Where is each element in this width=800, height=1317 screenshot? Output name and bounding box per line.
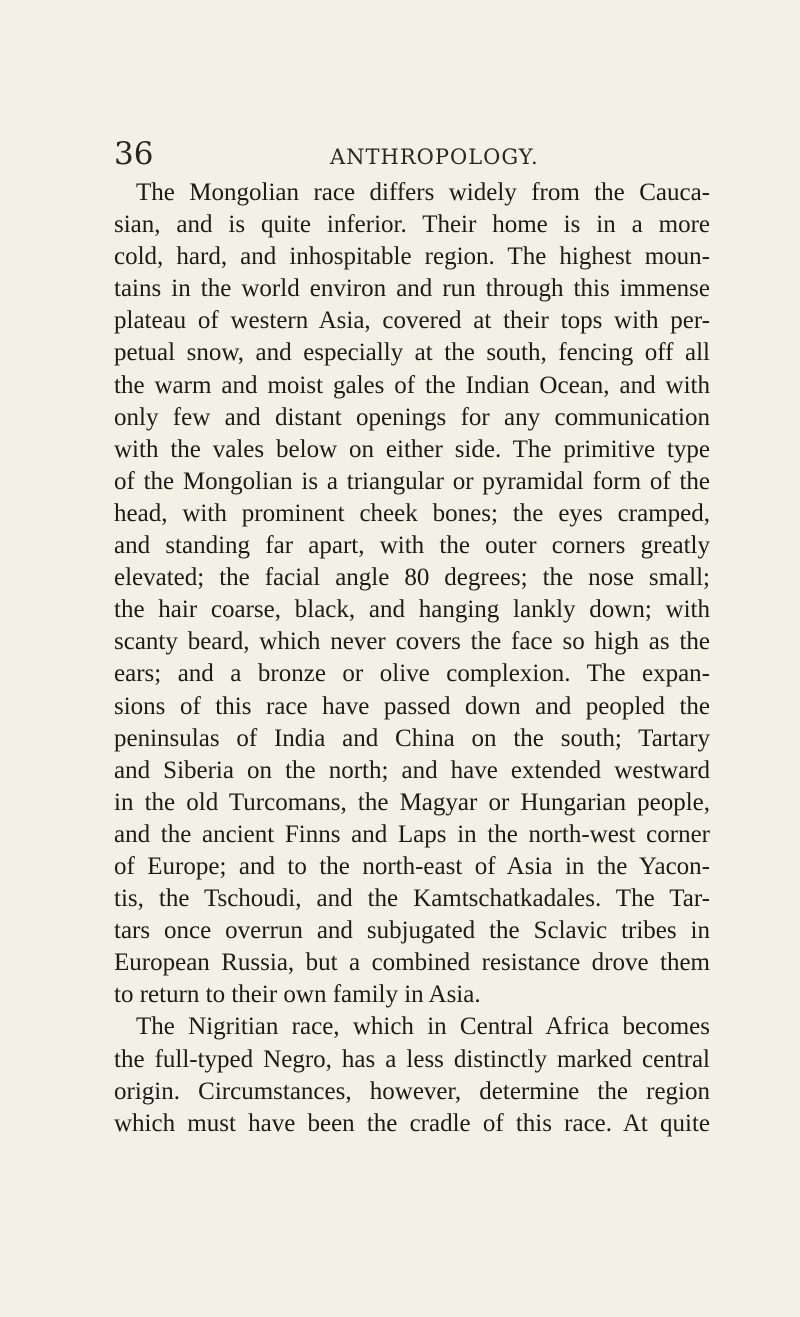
text-line: the hair coarse, black, and hanging lankly down; with [114,596,710,624]
text-line: tains in the world environ and run through this immense [114,275,710,303]
text-line: cold, hard, and inhospitable region. The highest moun- [114,243,710,271]
text-line: origin. Circumstances, however, determine the region [114,1077,710,1105]
text-line: to return to their own family in Asia. [114,981,481,1009]
running-head: ANTHROPOLOGY. [330,145,539,169]
text-line: elevated; the facial angle 80 degrees; the nose small; [114,564,710,592]
text-line: in the old Turcomans, the Magyar or Hungarian people, [114,788,710,816]
text-line: which must have been the cradle of this race. At quite [114,1109,710,1137]
text-line: head, with prominent cheek bones; the eyes cramped, [114,499,710,527]
text-line: ears; and a bronze or olive complexion. The expan- [114,660,710,688]
text-line: peninsulas of India and China on the south; Tartary [114,724,710,752]
body-text [114,177,710,1140]
text-line: with the vales below on either side. The primitive type [114,435,710,463]
text-line: of the Mongolian is a triangular or pyramidal form of the [114,467,710,495]
page-header [0,134,800,174]
text-line: plateau of western Asia, covered at their tops with per- [114,307,710,335]
text-line: only few and distant openings for any communication [114,403,710,431]
text-line: sian, and is quite inferior. Their home is in a more [114,211,710,239]
text-line: European Russia, but a combined resistance drove them [114,949,710,977]
text-line: the warm and moist gales of the Indian Ocean, and with [114,371,710,399]
text-line: The Nigritian race, which in Central Africa becomes [136,1013,710,1041]
text-line: tis, the Tschoudi, and the Kamtschatkadales. The Tar- [114,885,710,913]
text-line: scanty beard, which never covers the face so high as the [114,628,710,656]
text-line: petual snow, and especially at the south, fencing off all [114,339,710,367]
text-line: of Europe; and to the north-east of Asia in the Yacon- [114,852,710,880]
text-line: The Mongolian race differs widely from the Cauca- [136,179,710,206]
text-line: and Siberia on the north; and have extended westward [114,756,710,784]
text-line: the full-typed Negro, has a less distinctly marked central [114,1045,710,1073]
text-line: sions of this race have passed down and peopled the [114,692,710,720]
text-line: and standing far apart, with the outer corners greatly [114,532,710,560]
text-line: and the ancient Finns and Laps in the north-west corner [114,820,710,848]
page-number: 36 [114,136,154,172]
text-line: tars once overrun and subjugated the Sclavic tribes in [114,917,710,945]
